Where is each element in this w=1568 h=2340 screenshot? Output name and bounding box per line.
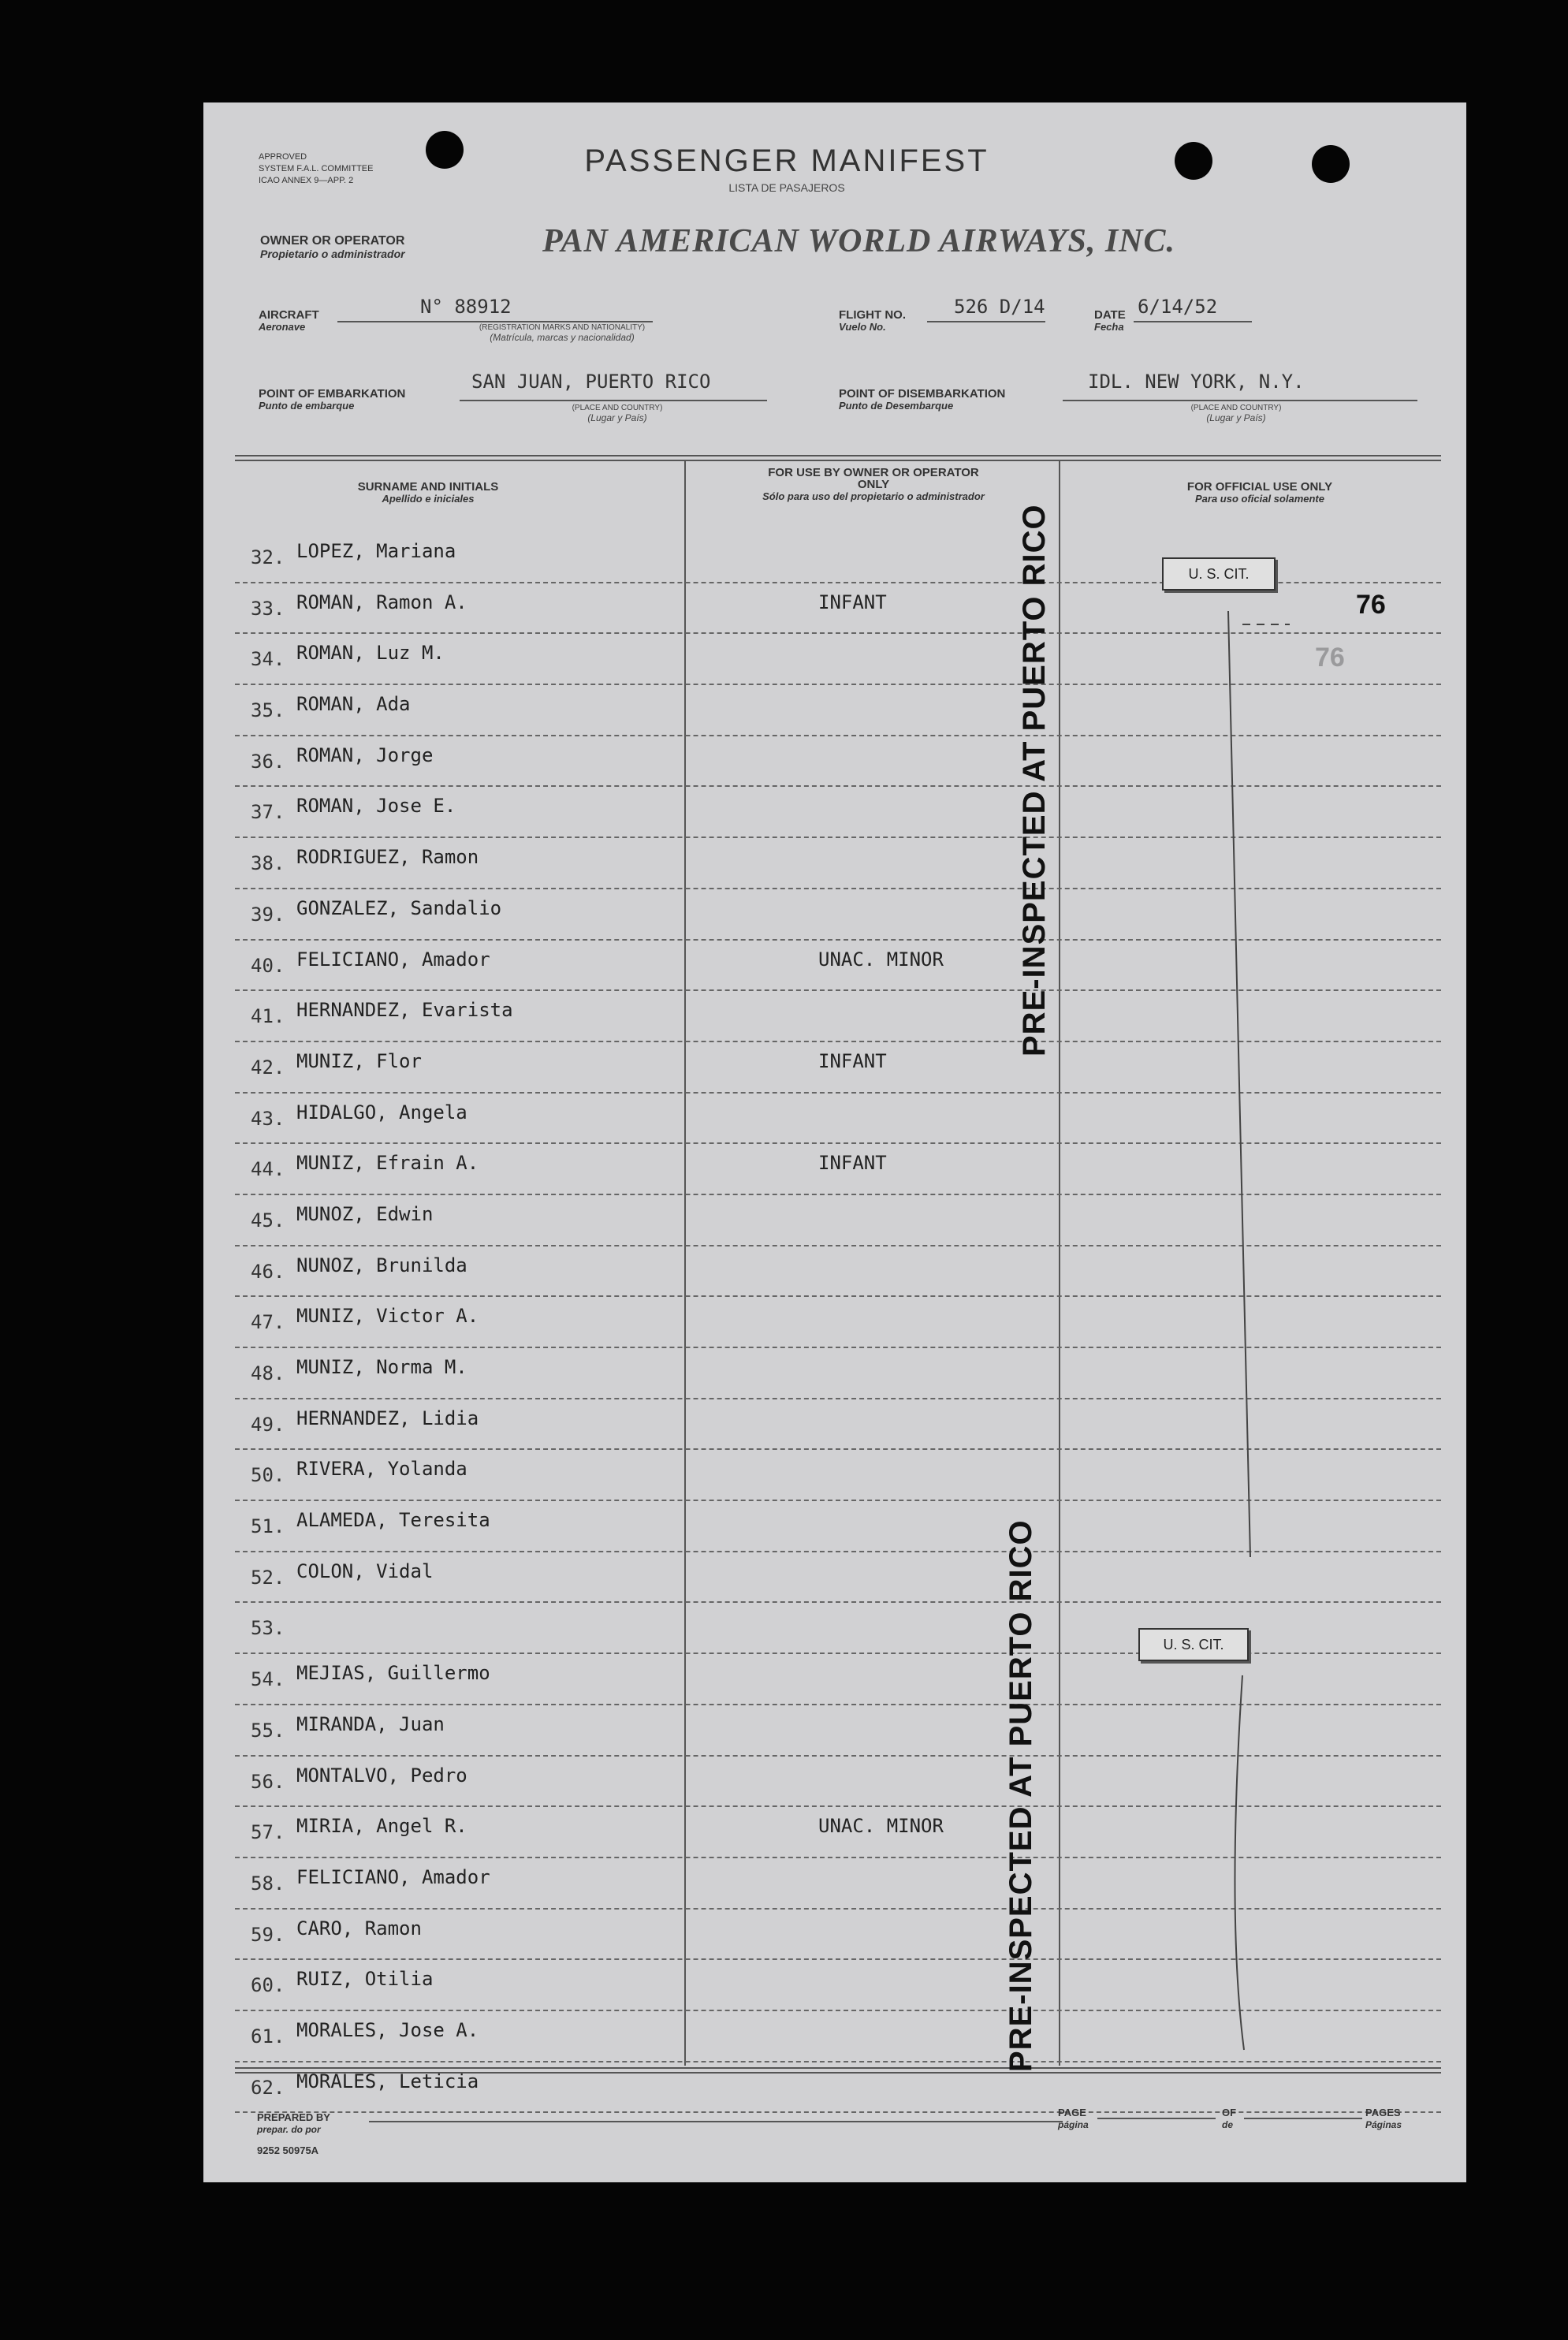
ditto-line	[1235, 1675, 1244, 2050]
preinspected-stamp: PRE-INSPECTED AT PUERTO RICO	[1004, 1519, 1038, 2072]
passenger-number: 34.	[251, 648, 285, 671]
owner-use-header-en: FOR USE BY OWNER OR OPERATOR ONLY	[768, 466, 979, 491]
passenger-name: MIRANDA, Juan	[296, 1712, 445, 1735]
surname-header-es: Apellido e iniciales	[382, 493, 475, 505]
passenger-number: 43.	[251, 1107, 285, 1130]
form-number: 9252 50975A	[257, 2144, 319, 2156]
passenger-name: RIVERA, Yolanda	[296, 1458, 467, 1481]
owner-label-en: OWNER OR OPERATOR	[260, 234, 405, 248]
passenger-remark: UNAC. MINOR	[818, 948, 944, 971]
passenger-number: 37.	[251, 801, 285, 824]
passenger-name: HIDALGO, Angela	[296, 1101, 467, 1123]
ditto-lines	[203, 102, 1466, 2182]
passenger-name: NUNOZ, Brunilda	[296, 1254, 467, 1276]
passenger-number: 38.	[251, 852, 285, 875]
pages-es: Páginas	[1365, 2119, 1402, 2130]
passenger-name: ROMAN, Ramon A.	[296, 591, 467, 613]
embarkation-sublabel-es: (Lugar y País)	[587, 412, 647, 423]
of-es: de	[1222, 2119, 1234, 2130]
passenger-number: 58.	[251, 1872, 285, 1895]
passenger-number: 53.	[251, 1617, 285, 1640]
passenger-name: GONZALEZ, Sandalio	[296, 896, 502, 919]
passenger-name: ROMAN, Luz M.	[296, 642, 445, 665]
passenger-number: 48.	[251, 1362, 285, 1384]
passenger-number: 46.	[251, 1260, 285, 1283]
owner-label-es: Propietario o administrador	[260, 248, 405, 260]
flight-label-en: FLIGHT NO.	[839, 308, 906, 322]
ditto-line	[1228, 611, 1250, 1557]
passenger-remark: UNAC. MINOR	[818, 1815, 944, 1838]
passenger-remark: INFANT	[818, 591, 887, 613]
passenger-number: 49.	[251, 1413, 285, 1436]
passenger-number: 45.	[251, 1209, 285, 1231]
flight-value: 526 D/14	[954, 296, 1045, 318]
passenger-number: 60.	[251, 1974, 285, 1997]
aircraft-sublabel-en: (REGISTRATION MARKS AND NATIONALITY)	[479, 323, 646, 332]
pages-en: PAGES	[1365, 2107, 1401, 2118]
passenger-number: 52.	[251, 1566, 285, 1589]
passenger-name: LOPEZ, Mariana	[296, 540, 456, 562]
embarkation-value: SAN JUAN, PUERTO RICO	[471, 371, 711, 393]
passenger-name: ALAMEDA, Teresita	[296, 1509, 490, 1532]
approval-line: APPROVED	[259, 152, 307, 162]
passenger-name: MUNIZ, Norma M.	[296, 1356, 467, 1378]
passenger-number: 55.	[251, 1719, 285, 1742]
passenger-name: COLON, Vidal	[296, 1559, 434, 1582]
passenger-name: FELICIANO, Amador	[296, 948, 490, 971]
prepared-by-es: prepar. do por	[257, 2124, 321, 2135]
passenger-remark: INFANT	[818, 1049, 887, 1072]
passenger-name: MONTALVO, Pedro	[296, 1764, 467, 1787]
passenger-name: HERNANDEZ, Evarista	[296, 999, 513, 1022]
surname-header-en: SURNAME AND INITIALS	[357, 480, 499, 494]
count-mark-faint: 76	[1315, 643, 1345, 673]
aircraft-value: N° 88912	[420, 296, 512, 318]
passenger-remark: INFANT	[818, 1152, 887, 1175]
passenger-number: 44.	[251, 1158, 285, 1181]
passenger-name: MUNIZ, Victor A.	[296, 1305, 479, 1328]
prepared-line	[369, 2121, 1063, 2122]
us-cit-stamp: U. S. CIT.	[1162, 557, 1276, 591]
of-label	[1222, 2107, 1236, 2131]
owner-use-header-es: Sólo para uso del propietario o administrador	[762, 490, 985, 502]
passenger-number: 56.	[251, 1770, 285, 1793]
passenger-number: 54.	[251, 1668, 285, 1691]
passenger-name: ROMAN, Jose E.	[296, 795, 456, 818]
disembarkation-label-en: POINT OF DISEMBARKATION	[839, 387, 1006, 401]
embarkation-label-es: Punto de embarque	[259, 400, 355, 412]
passenger-name: MUNOZ, Edwin	[296, 1202, 434, 1225]
passenger-name: MORALES, Leticia	[296, 2070, 479, 2092]
page-en: PAGE	[1058, 2107, 1086, 2118]
flight-label-es: Vuelo No.	[839, 321, 886, 333]
disembarkation-sublabel-es: (Lugar y País)	[1206, 412, 1266, 423]
passenger-number: 50.	[251, 1464, 285, 1487]
passenger-number: 57.	[251, 1821, 285, 1844]
embarkation-label-en: POINT OF EMBARKATION	[259, 387, 406, 401]
passenger-name: CARO, Ramon	[296, 1917, 422, 1939]
passenger-number: 59.	[251, 1923, 285, 1946]
date-label-en: DATE	[1094, 308, 1126, 322]
passenger-number: 39.	[251, 903, 285, 926]
pages-label	[1365, 2107, 1402, 2131]
passenger-number: 36.	[251, 750, 285, 773]
of-line	[1244, 2118, 1362, 2119]
passenger-name: RUIZ, Otilia	[296, 1968, 434, 1991]
passenger-name: FELICIANO, Amador	[296, 1865, 490, 1888]
official-header-es: Para uso oficial solamente	[1194, 493, 1324, 505]
passenger-name: MUNIZ, Efrain A.	[296, 1152, 479, 1175]
passenger-name: HERNANDEZ, Lidia	[296, 1407, 479, 1429]
count-mark: 76	[1356, 590, 1386, 620]
passenger-name: ROMAN, Ada	[296, 693, 411, 716]
passenger-name: ROMAN, Jorge	[296, 743, 434, 766]
passenger-number: 47.	[251, 1311, 285, 1334]
passenger-name: RODRIGUEZ, Ramon	[296, 846, 479, 869]
company-name: PAN AMERICAN WORLD AIRWAYS, INC.	[542, 223, 1176, 259]
approval-line: SYSTEM F.A.L. COMMITTEE	[259, 164, 374, 173]
passenger-name: MUNIZ, Flor	[296, 1049, 422, 1072]
passenger-number: 62.	[251, 2076, 285, 2099]
approval-line: ICAO ANNEX 9—APP. 2	[259, 176, 354, 185]
passenger-number: 51.	[251, 1515, 285, 1538]
aircraft-label-en: AIRCRAFT	[259, 308, 319, 322]
passenger-number: 35.	[251, 699, 285, 722]
passenger-name: MORALES, Jose A.	[296, 2018, 479, 2041]
date-label-es: Fecha	[1094, 321, 1124, 333]
manifest-sheet	[203, 102, 1466, 2182]
passenger-number: 33.	[251, 597, 285, 620]
page-label	[1058, 2107, 1089, 2131]
passenger-name: MIRIA, Angel R.	[296, 1815, 467, 1838]
passenger-number: 42.	[251, 1056, 285, 1079]
official-header-en: FOR OFFICIAL USE ONLY	[1186, 480, 1333, 494]
of-en: OF	[1222, 2107, 1237, 2118]
form-subtitle: LISTA DE PASAJEROS	[728, 181, 845, 194]
disembarkation-value: IDL. NEW YORK, N.Y.	[1088, 371, 1305, 393]
aircraft-label-es: Aeronave	[259, 321, 306, 333]
us-cit-stamp: U. S. CIT.	[1138, 1628, 1249, 1661]
passenger-number: 32.	[251, 546, 285, 568]
passenger-number: 40.	[251, 954, 285, 977]
prepared-by-label	[257, 2111, 330, 2136]
page-es: página	[1058, 2119, 1089, 2130]
embarkation-sublabel-en: (PLACE AND COUNTRY)	[572, 404, 663, 412]
passenger-number: 41.	[251, 1005, 285, 1028]
disembarkation-sublabel-en: (PLACE AND COUNTRY)	[1190, 404, 1282, 412]
disembarkation-label-es: Punto de Desembarque	[839, 400, 954, 412]
page-line	[1097, 2118, 1216, 2119]
form-title: PASSENGER MANIFEST	[584, 143, 989, 178]
passenger-number: 61.	[251, 2025, 285, 2048]
preinspected-stamp: PRE-INSPECTED AT PUERTO RICO	[1017, 504, 1052, 1056]
prepared-by-en: PREPARED BY	[257, 2111, 330, 2123]
date-value: 6/14/52	[1138, 296, 1218, 318]
passenger-name: MEJIAS, Guillermo	[296, 1662, 490, 1685]
aircraft-sublabel-es: (Matrícula, marcas y nacionalidad)	[490, 332, 635, 343]
